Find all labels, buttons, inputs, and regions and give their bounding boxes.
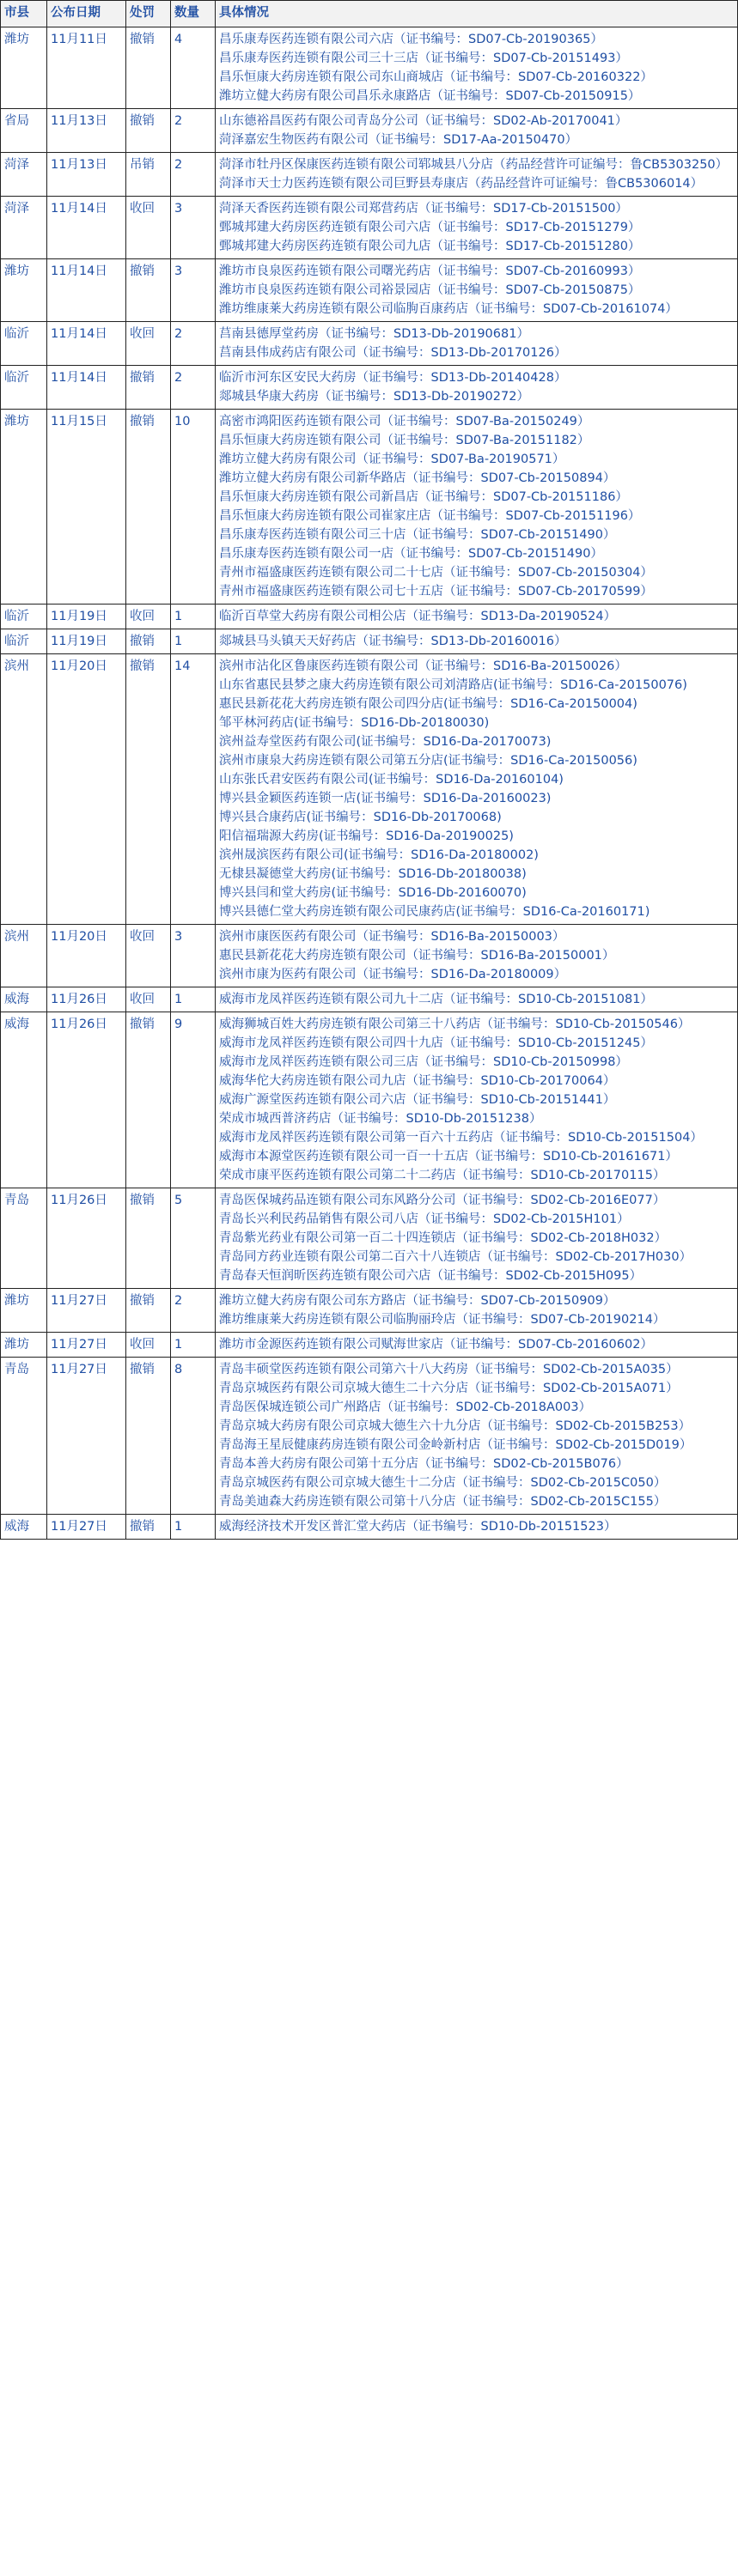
detail-line: 青岛同方药业连锁有限公司第二百六十八连锁店（证书编号：SD02-Cb-2017H030） [219,1250,692,1264]
table-row [1,605,738,629]
cell-details [216,925,738,987]
detail-line: 潍坊立健大药房有限公司昌乐永康路店（证书编号：SD07-Cb-20150915） [219,89,641,103]
cell-count: 3 [171,925,216,987]
detail-line: 滨州市沾化区鲁康医药连锁有限公司（证书编号：SD16-Ba-20150026） [219,659,627,673]
cell-date: 11月19日 [47,605,126,629]
detail-line: 博兴县闫和堂大药房(证书编号：SD16-Db-20160070) [219,886,527,900]
detail-line: 滨州市康泉大药房连锁有限公司第五分店(证书编号：SD16-Ca-20150056) [219,754,637,768]
cell-city: 省局 [1,109,47,153]
detail-line: 潍坊立健大药房有限公司东方路店（证书编号：SD07-Cb-20150909） [219,1294,616,1308]
cell-action: 收回 [126,322,171,366]
cell-details [216,1333,738,1358]
detail-line: 青岛春天恒润昕医药连锁有限公司六店（证书编号：SD02-Cb-2015H095） [219,1269,643,1283]
cell-city: 威海 [1,1012,47,1188]
table-row [1,1358,738,1515]
cell-count: 2 [171,322,216,366]
table-row [1,1012,738,1188]
cell-action: 撤销 [126,259,171,322]
table-body [1,27,738,1540]
detail-line: 青岛长兴利民药品销售有限公司八店（证书编号：SD02-Cb-2015H101） [219,1212,630,1226]
detail-line: 青岛京城医药有限公司京城大德生十二分店（证书编号：SD02-Cb-2015C050） [219,1476,667,1490]
cell-action: 收回 [126,197,171,259]
cell-date: 11月20日 [47,925,126,987]
cell-date: 11月26日 [47,1188,126,1289]
detail-line: 鄄城邦建大药房医药连锁有限公司六店（证书编号：SD17-Cb-20151279） [219,221,641,234]
cell-city: 威海 [1,987,47,1012]
table-row [1,1289,738,1333]
cell-count: 8 [171,1358,216,1515]
cell-count: 5 [171,1188,216,1289]
cell-action: 收回 [126,1333,171,1358]
cell-date: 11月14日 [47,259,126,322]
detail-line: 博兴县金颖医药连锁一店(证书编号：SD16-Da-20160023) [219,792,552,805]
detail-line: 青州市福盛康医药连锁有限公司二十七店（证书编号：SD07-Cb-20150304） [219,566,653,580]
detail-line: 潍坊市良泉医药连锁有限公司曙光药店（证书编号：SD07-Cb-20160993） [219,264,641,278]
detail-line: 临沂市河东区安民大药房（证书编号：SD13-Db-20140428） [219,371,567,385]
detail-line: 威海华佗大药房连锁有限公司九店（证书编号：SD10-Cb-20170064） [219,1074,616,1088]
detail-line: 昌乐康寿医药连锁有限公司一店（证书编号：SD07-Cb-20151490） [219,547,603,561]
detail-line: 青岛丰硕堂医药连锁有限公司第六十八大药房（证书编号：SD02-Cb-2015A035） [219,1363,679,1376]
detail-line: 威海市龙凤祥医药连锁有限公司第一百六十五药店（证书编号：SD10-Cb-20151504） [219,1131,703,1145]
table-row [1,1188,738,1289]
table-row [1,197,738,259]
cell-date: 11月14日 [47,322,126,366]
cell-date: 11月27日 [47,1358,126,1515]
detail-line: 莒南县德厚堂药房（证书编号：SD13-Db-20190681） [219,327,529,341]
detail-line: 潍坊立健大药房有限公司新华路店（证书编号：SD07-Cb-20150894） [219,471,616,485]
detail-line: 菏泽市天士力医药连锁有限公司巨野县寿康店（药品经营许可证编号：鲁CB5306014） [219,177,704,191]
detail-line: 潍坊维康莱大药房连锁有限公司临朐百康药店（证书编号：SD07-Cb-20161074） [219,302,678,316]
detail-line: 滨州市康为医药有限公司（证书编号：SD16-Da-20180009） [219,968,567,981]
cell-date: 11月27日 [47,1515,126,1540]
detail-line: 菏泽市牡丹区保康医药连锁有限公司郓城县八分店（药品经营许可证编号：鲁CB5303250） [219,158,729,172]
cell-count: 14 [171,654,216,925]
cell-count: 4 [171,27,216,109]
cell-action: 撤销 [126,1289,171,1333]
detail-line: 鄄城邦建大药房医药连锁有限公司九店（证书编号：SD17-Cb-20151280） [219,240,641,253]
detail-line: 昌乐康寿医药连锁有限公司六店（证书编号：SD07-Cb-20190365） [219,33,603,46]
cell-count: 3 [171,197,216,259]
cell-details [216,259,738,322]
detail-line: 青岛本善大药房有限公司第十五分店（证书编号：SD02-Cb-2015B076） [219,1457,629,1471]
detail-line: 昌乐恒康大药房连锁有限公司（证书编号：SD07-Ba-20151182） [219,434,590,447]
detail-line: 菏泽天香医药连锁有限公司郑营药店（证书编号：SD17-Cb-20151500） [219,202,628,216]
cell-action: 吊销 [126,153,171,197]
cell-details [216,629,738,654]
detail-line: 山东张氏君安医药有限公司(证书编号：SD16-Da-20160104) [219,773,564,787]
cell-details [216,197,738,259]
cell-city: 菏泽 [1,197,47,259]
detail-line: 荣成市康平医药连锁有限公司第二十二药店（证书编号：SD10-Cb-20170115） [219,1169,666,1182]
detail-line: 威海市龙凤祥医药连锁有限公司九十二店（证书编号：SD10-Cb-20151081） [219,993,653,1006]
header-date: 公布日期 [47,1,126,27]
cell-count: 1 [171,629,216,654]
cell-details [216,27,738,109]
cell-date: 11月26日 [47,1012,126,1188]
table-row [1,1515,738,1540]
detail-line: 邹平林河药店(证书编号：SD16-Db-20180030) [219,716,490,730]
detail-line: 荣成市城西普济药店（证书编号：SD10-Db-20151238） [219,1112,542,1126]
cell-details [216,109,738,153]
cell-city: 滨州 [1,654,47,925]
table-row [1,366,738,410]
cell-city: 临沂 [1,629,47,654]
cell-count: 1 [171,987,216,1012]
cell-date: 11月27日 [47,1333,126,1358]
cell-action: 撤销 [126,629,171,654]
detail-line: 郯城县马头镇天天好药店（证书编号：SD13-Db-20160016） [219,635,567,648]
detail-line: 博兴县德仁堂大药房连锁有限公司民康药店(证书编号：SD16-Ca-20160171) [219,905,650,919]
header-action: 处罚 [126,1,171,27]
cell-details [216,366,738,410]
detail-line: 昌乐恒康大药房连锁有限公司东山商城店（证书编号：SD07-Cb-20160322） [219,70,653,84]
cell-date: 11月14日 [47,366,126,410]
table-row [1,109,738,153]
detail-line: 威海经济技术开发区普汇堂大药店（证书编号：SD10-Db-20151523） [219,1520,617,1534]
detail-line: 菏泽嘉宏生物医药有限公司（证书编号：SD17-Aa-20150470） [219,133,578,147]
detail-line: 滨州益寿堂医药有限公司(证书编号：SD16-Da-20170073) [219,735,552,749]
detail-line: 威海狮城百姓大药房连锁有限公司第三十八药店（证书编号：SD10-Cb-20150546） [219,1018,691,1031]
detail-line: 惠民县新花花大药房连锁有限公司四分店(证书编号：SD16-Ca-20150004) [219,697,637,711]
cell-action: 撤销 [126,109,171,153]
detail-line: 青岛紫光药业有限公司第一百二十四连锁店（证书编号：SD02-Cb-2018H032） [219,1231,668,1245]
cell-details [216,605,738,629]
cell-count: 1 [171,1515,216,1540]
detail-line: 昌乐康寿医药连锁有限公司三十三店（证书编号：SD07-Cb-20151493） [219,52,628,65]
cell-city: 潍坊 [1,259,47,322]
cell-action: 撤销 [126,27,171,109]
detail-line: 滨州市康医医药有限公司（证书编号：SD16-Ba-20150003） [219,930,565,944]
header-count: 数量 [171,1,216,27]
table-row [1,27,738,109]
detail-line: 高密市鸿阳医药连锁有限公司（证书编号：SD07-Ba-20150249） [219,415,590,428]
table-row [1,259,738,322]
cell-city: 青岛 [1,1188,47,1289]
cell-count: 2 [171,109,216,153]
cell-count: 2 [171,366,216,410]
table-row [1,629,738,654]
cell-action: 撤销 [126,654,171,925]
detail-line: 青岛京城大药房有限公司京城大德生六十九分店（证书编号：SD02-Cb-2015B253） [219,1419,692,1433]
cell-city: 潍坊 [1,27,47,109]
cell-city: 青岛 [1,1358,47,1515]
cell-details [216,654,738,925]
detail-line: 临沂百草堂大药房有限公司相公店（证书编号：SD13-Da-20190524） [219,610,617,623]
cell-city: 临沂 [1,605,47,629]
cell-city: 潍坊 [1,410,47,605]
detail-line: 威海广源堂医药连锁有限公司六店（证书编号：SD10-Cb-20151441） [219,1093,616,1107]
detail-line: 昌乐恒康大药房连锁有限公司崔家庄店（证书编号：SD07-Cb-20151196） [219,509,641,523]
detail-line: 潍坊维康莱大药房连锁有限公司临朐丽玲店（证书编号：SD07-Cb-20190214） [219,1313,666,1327]
cell-city: 临沂 [1,322,47,366]
cell-action: 撤销 [126,1358,171,1515]
cell-date: 11月11日 [47,27,126,109]
cell-details [216,153,738,197]
cell-details [216,987,738,1012]
detail-line: 威海市龙凤祥医药连锁有限公司四十九店（证书编号：SD10-Cb-20151245） [219,1036,653,1050]
cell-action: 撤销 [126,366,171,410]
cell-action: 收回 [126,925,171,987]
cell-details [216,322,738,366]
cell-date: 11月19日 [47,629,126,654]
cell-city: 威海 [1,1515,47,1540]
cell-date: 11月20日 [47,654,126,925]
table-row [1,925,738,987]
table-header-row [1,1,738,27]
cell-details [216,1188,738,1289]
detail-line: 潍坊市良泉医药连锁有限公司裕景园店（证书编号：SD07-Cb-20150875） [219,283,641,297]
detail-line: 郯城县华康大药房（证书编号：SD13-Db-20190272） [219,390,529,404]
cell-details [216,1289,738,1333]
cell-count: 10 [171,410,216,605]
cell-action: 撤销 [126,410,171,605]
cell-date: 11月26日 [47,987,126,1012]
cell-city: 菏泽 [1,153,47,197]
cell-action: 收回 [126,605,171,629]
cell-count: 3 [171,259,216,322]
detail-line: 威海市本源堂医药连锁有限公司一百一十五店（证书编号：SD10-Cb-20161671） [219,1150,678,1163]
cell-city: 滨州 [1,925,47,987]
table-row [1,1333,738,1358]
cell-date: 11月27日 [47,1289,126,1333]
detail-line: 青岛京城医药有限公司京城大德生二十六分店（证书编号：SD02-Cb-2015A071） [219,1382,679,1395]
cell-city: 潍坊 [1,1333,47,1358]
detail-line: 威海市龙凤祥医药连锁有限公司三店（证书编号：SD10-Cb-20150998） [219,1055,628,1069]
detail-line: 昌乐恒康大药房连锁有限公司新昌店（证书编号：SD07-Cb-20151186） [219,490,628,504]
cell-details [216,1012,738,1188]
detail-line: 昌乐康寿医药连锁有限公司三十店（证书编号：SD07-Cb-20151490） [219,528,616,542]
cell-date: 11月13日 [47,153,126,197]
detail-line: 青岛医保城连锁公司广州路店（证书编号：SD02-Cb-2018A003） [219,1400,592,1414]
detail-line: 山东德裕昌医药有限公司青岛分公司（证书编号：SD02-Ab-20170041） [219,114,628,128]
cell-count: 2 [171,1289,216,1333]
cell-count: 2 [171,153,216,197]
cell-details [216,1358,738,1515]
table-row [1,987,738,1012]
detail-line: 青岛海王星辰健康药房连锁有限公司金岭新村店（证书编号：SD02-Cb-2015D019） [219,1438,692,1452]
cell-count: 9 [171,1012,216,1188]
table-row [1,322,738,366]
detail-line: 山东省惠民县梦之康大药房连锁有限公司刘清路店(证书编号：SD16-Ca-20150076) [219,678,687,692]
cell-details [216,410,738,605]
table-row [1,654,738,925]
cell-count: 1 [171,605,216,629]
cell-date: 11月14日 [47,197,126,259]
cell-date: 11月15日 [47,410,126,605]
cell-city: 临沂 [1,366,47,410]
detail-line: 滨州晟滨医药有限公司(证书编号：SD16-Da-20180002) [219,848,539,862]
cell-count: 1 [171,1333,216,1358]
table-row [1,153,738,197]
header-details: 具体情况 [216,1,738,27]
table-row [1,410,738,605]
detail-line: 潍坊立健大药房有限公司（证书编号：SD07-Ba-20190571） [219,453,565,466]
cell-action: 撤销 [126,1188,171,1289]
detail-line: 无棣县凝德堂大药房(证书编号：SD16-Db-20180038) [219,867,527,881]
detail-line: 博兴县合康药店(证书编号：SD16-Db-20170068) [219,811,502,824]
detail-line: 惠民县新花花大药房连锁有限公司（证书编号：SD16-Ba-20150001） [219,949,615,963]
cell-action: 撤销 [126,1012,171,1188]
detail-line: 青岛美迪森大药房连锁有限公司第十八分店（证书编号：SD02-Cb-2015C155） [219,1495,667,1509]
detail-line: 青州市福盛康医药连锁有限公司七十五店（证书编号：SD07-Cb-20170599） [219,585,653,598]
header-city: 市县 [1,1,47,27]
detail-line: 莒南县伟成药店有限公司（证书编号：SD13-Db-20170126） [219,346,567,360]
cell-city: 潍坊 [1,1289,47,1333]
detail-line: 阳信福瑞源大药房(证书编号：SD16-Da-20190025) [219,829,514,843]
detail-line: 潍坊市金源医药连锁有限公司赋海世家店（证书编号：SD07-Cb-20160602） [219,1338,653,1352]
cell-date: 11月13日 [47,109,126,153]
cell-action: 撤销 [126,1515,171,1540]
cell-details [216,1515,738,1540]
detail-line: 青岛医保城药品连锁有限公司东风路分公司（证书编号：SD02-Cb-2016E077） [219,1194,666,1207]
cell-action: 收回 [126,987,171,1012]
